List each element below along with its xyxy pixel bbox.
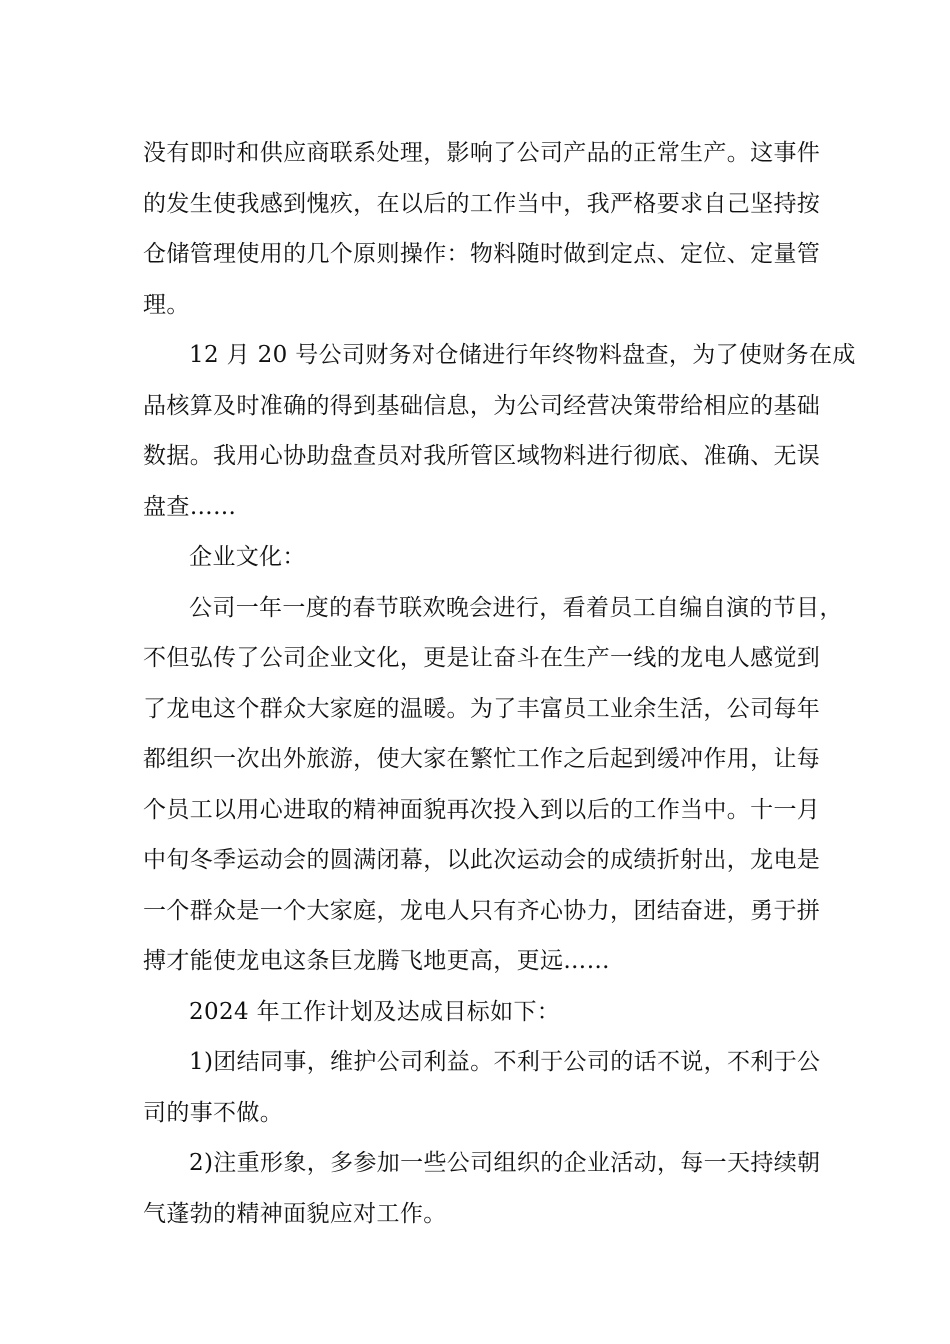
document-body <box>143 128 856 1239</box>
section-heading: 企业文化： <box>189 544 306 570</box>
text-line: 2)注重形象，多参加一些公司组织的企业活动，每一天持续朝 <box>189 1150 821 1176</box>
text-line: 品核算及时准确的得到基础信息，为公司经营决策带给相应的基础 <box>143 392 821 419</box>
text-line: 12 月 20 号公司财务对仓储进行年终物料盘查，为了使财务在成 <box>189 342 856 368</box>
text-line: 的发生使我感到愧疚，在以后的工作当中，我严格要求自己坚持按 <box>143 190 821 217</box>
text-line: 了龙电这个群众大家庭的温暖。为了丰富员工业余生活，公司每年 <box>143 695 821 722</box>
text-line: 理。 <box>143 291 190 318</box>
text-line: 司的事不做。 <box>143 1099 284 1126</box>
text-line: 1)团结同事，维护公司利益。不利于公司的话不说，不利于公 <box>189 1049 821 1075</box>
text-line: 一个群众是一个大家庭，龙电人只有齐心协力，团结奋进，勇于拼 <box>143 897 821 924</box>
text-line: 气蓬勃的精神面貌应对工作。 <box>143 1200 447 1227</box>
text-line: 不但弘传了公司企业文化，更是让奋斗在生产一线的龙电人感觉到 <box>143 645 821 671</box>
text-line: 个员工以用心进取的精神面貌再次投入到以后的工作当中。十一月 <box>143 796 821 823</box>
text-line: 盘查…… <box>143 493 237 520</box>
text-line: 没有即时和供应商联系处理，影响了公司产品的正常生产。这事件 <box>143 140 821 166</box>
text-line: 中旬冬季运动会的圆满闭幕，以此次运动会的成绩折射出，龙电是 <box>143 847 821 873</box>
text-line: 公司一年一度的春节联欢晚会进行，看着员工自编自演的节目， <box>189 594 843 621</box>
text-line: 都组织一次出外旅游，使大家在繁忙工作之后起到缓冲作用，让每 <box>143 746 821 772</box>
section-heading: 2024 年工作计划及达成目标如下： <box>189 998 561 1025</box>
text-line: 数据。我用心协助盘查员对我所管区域物料进行彻底、准确、无误 <box>143 443 821 469</box>
text-line: 仓储管理使用的几个原则操作：物料随时做到定点、定位、定量管 <box>143 241 821 267</box>
text-line: 搏才能使龙电这条巨龙腾飞地更高，更远…… <box>143 948 610 974</box>
